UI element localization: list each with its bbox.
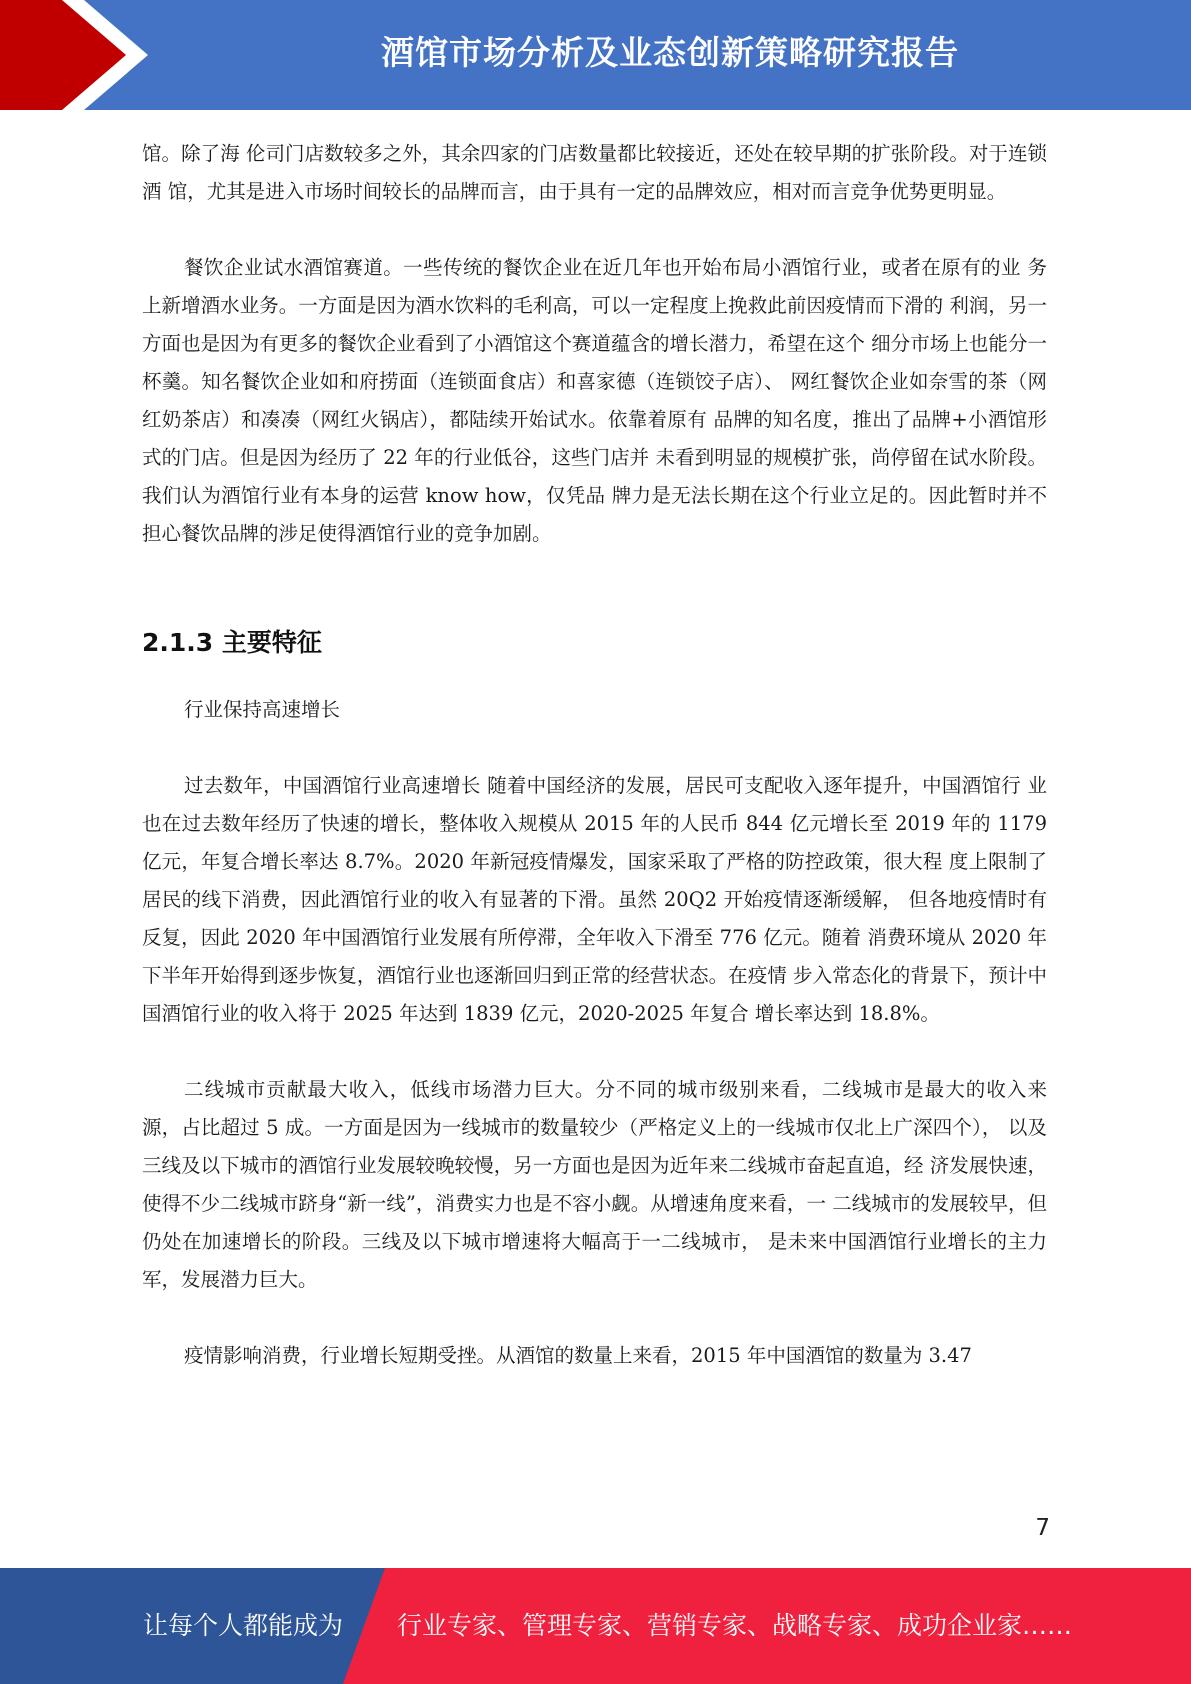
footer-slogan-right: 行业专家、管理专家、营销专家、战略专家、成功企业家…… xyxy=(397,1611,1073,1640)
paragraph-3: 行业保持高速增长 xyxy=(184,698,341,721)
paragraph-6: 疫情影响消费，行业增长短期受挫。从酒馆的数量上来看，2015 年中国酒馆的数量为 3.47 xyxy=(184,1344,972,1367)
footer-slogan-left: 让每个人都能成为 xyxy=(143,1611,344,1640)
page-header xyxy=(0,0,1191,110)
paragraph-1: 馆。除了海 伦司门店数较多之外，其余四家的门店数量都比较接近，还处在较早期的扩张阶段。对于连锁酒 馆，尤其是进入市场时间较长的品牌而言，由于具有一定的品牌效应，相对而言竞争优势更明显。 xyxy=(142,142,1047,203)
paragraph-2: 餐饮企业试水酒馆赛道。一些传统的餐饮企业在近几年也开始布局小酒馆行业，或者在原有的业 务上新增酒水业务。一方面是因为酒水饮料的毛利高，可以一定程度上挽救此前因疫情而下滑的 利润，另一方面也是因为有更多的餐饮企业看到了小酒馆这个赛道蕴含的增长潜力，希望在这个 细分市场上也能分一杯羹。知名餐饮企业如和府捞面（连锁面食店）和喜家德（连锁饺子店）、 网红餐饮企业如奈雪的茶（网红奶茶店）和凑凑（网红火锅店），都陆续开始试水。依靠着原有 品牌的知名度，推出了品牌+小酒馆形式的门店。但是因为经历了 22 年的行业低谷，这些门店并 未看到明显的规模扩张，尚停留在试水阶段。我们认为酒馆行业有本身的运营 know how，仅凭品 牌力是无法长期在这个行业立足的。因此暂时并不担心餐饮品牌的涉足使得酒馆行业的竞争加剧。 xyxy=(142,256,1047,545)
page-number: 7 xyxy=(1035,1515,1050,1541)
paragraph-5: 二线城市贡献最大收入，低线市场潜力巨大。分不同的城市级别来看，二线城市是最大的收入来 源，占比超过 5 成。一方面是因为一线城市的数量较少（严格定义上的一线城市仅北上广深四个）， 以及三线及以下城市的酒馆行业发展较晚较慢，另一方面也是因为近年来二线城市奋起直追，经 济发展快速，使得不少二线城市跻身“新一线”，消费实力也是不容小觑。从增速角度来看，一 二线城市的发展较早，但仍处在加速增长的阶段。三线及以下城市增速将大幅高于一二线城市， 是未来中国酒馆行业增长的主力军，发展潜力巨大。 xyxy=(142,1078,1047,1291)
page-content xyxy=(142,135,1047,1375)
section-heading: 2.1.3 主要特征 xyxy=(142,628,322,657)
paragraph-4: 过去数年，中国酒馆行业高速增长 随着中国经济的发展，居民可支配收入逐年提升，中国酒馆行 业也在过去数年经历了快速的增长，整体收入规模从 2015 年的人民币 844 亿元增长至 2019 年的 1179 亿元，年复合增长率达 8.7%。2020 年新冠疫情爆发，国家采取了严格的防控政策，很大程 度上限制了居民的线下消费，因此酒馆行业的收入有显著的下滑。虽然 20Q2 开始疫情逐渐缓解， 但各地疫情时有反复，因此 2020 年中国酒馆行业发展有所停滞，全年收入下滑至 776 亿元。随着 消费环境从 2020 年下半年开始得到逐步恢复，酒馆行业也逐渐回归到正常的经营状态。在疫情 步入常态化的背景下，预计中国酒馆行业的收入将于 2025 年达到 1839 亿元，2020-2025 年复合 增长率达到 18.8%。 xyxy=(142,774,1047,1025)
document-title: 酒馆市场分析及业态创新策略研究报告 xyxy=(381,33,959,72)
header-red-arrow xyxy=(0,0,148,110)
page-footer xyxy=(0,1568,1191,1684)
